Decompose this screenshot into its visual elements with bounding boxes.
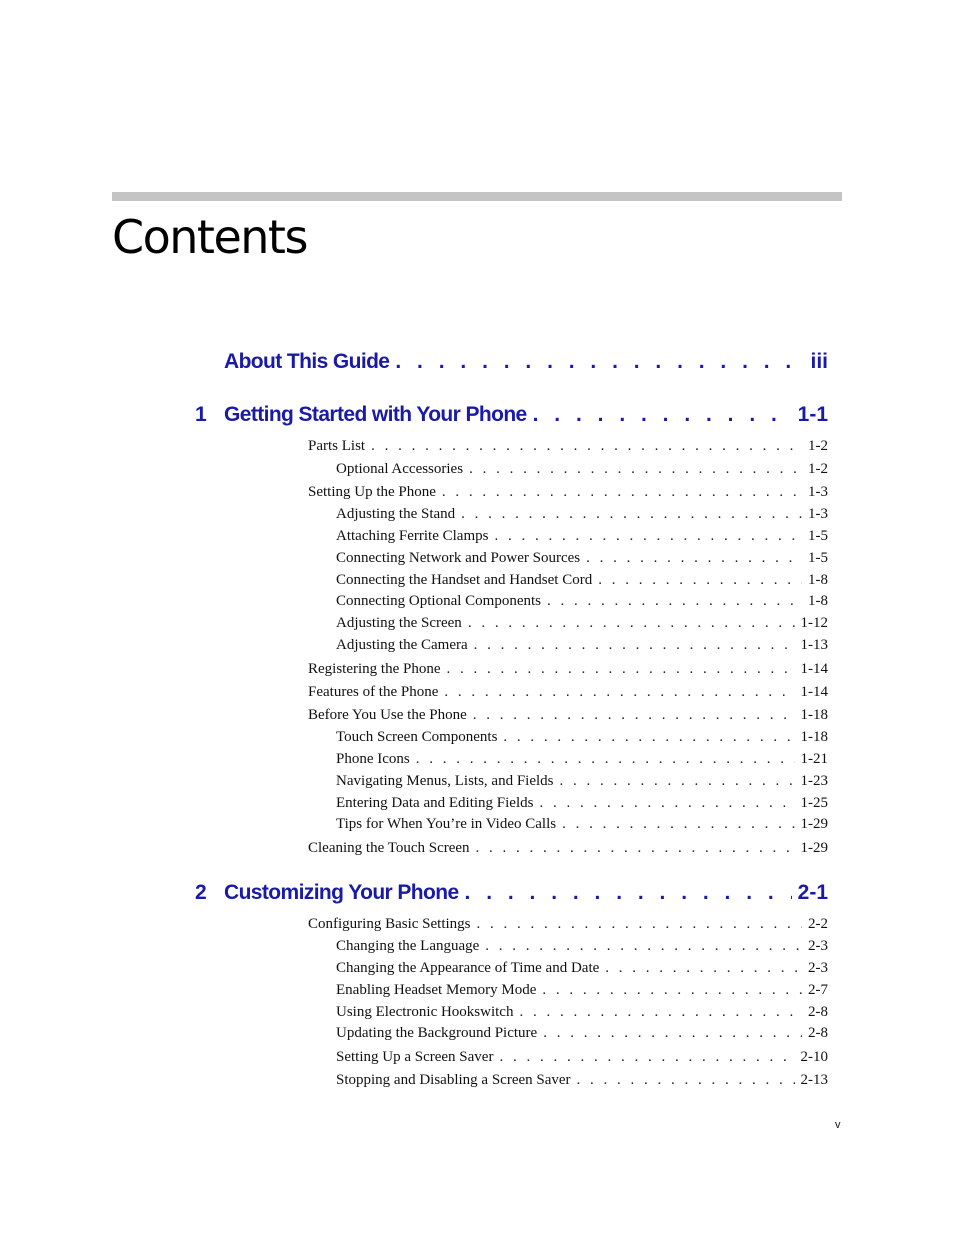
toc-entry[interactable] [336, 615, 828, 632]
toc-entry[interactable] [308, 916, 828, 933]
entry-title: Stopping and Disabling a Screen Saver [336, 1072, 571, 1088]
toc-entry[interactable] [336, 506, 828, 523]
toc-entry[interactable] [308, 707, 828, 724]
page-title: Contents [112, 210, 307, 264]
entry-title: Attaching Ferrite Clamps [336, 528, 489, 544]
toc-entry[interactable] [336, 960, 828, 977]
dot-leader [461, 506, 802, 523]
entry-title: Changing the Appearance of Time and Date [336, 960, 600, 976]
entry-title: Registering the Phone [308, 661, 441, 677]
dot-leader [533, 403, 792, 427]
entry-page: 1-25 [800, 795, 828, 811]
toc-entry[interactable] [308, 661, 828, 678]
entry-page: 1-2 [808, 461, 828, 477]
chapter-page: 1-1 [797, 403, 828, 426]
entry-title: Connecting Network and Power Sources [336, 550, 581, 566]
dot-leader [605, 960, 802, 977]
entry-page: 1-5 [808, 550, 828, 566]
dot-leader [494, 528, 802, 545]
entry-page: 1-14 [800, 684, 828, 700]
entry-page: 1-23 [800, 773, 828, 789]
dot-leader [598, 572, 802, 589]
entry-page: 2-2 [808, 916, 828, 932]
toc-entry[interactable] [336, 938, 828, 955]
toc-entry[interactable] [336, 1072, 828, 1089]
dot-leader [476, 840, 795, 857]
toc-entry[interactable] [336, 528, 828, 545]
entry-title: Enabling Headset Memory Mode [336, 982, 537, 998]
entry-page: 1-29 [800, 840, 828, 856]
chapter-title: About This Guide [224, 350, 390, 373]
toc-entry[interactable] [336, 773, 828, 790]
dot-leader [465, 881, 792, 905]
entry-title: Adjusting the Camera [336, 637, 468, 653]
entry-title: Cleaning the Touch Screen [308, 840, 470, 856]
toc-entry[interactable] [336, 816, 828, 833]
page-number: v [835, 1119, 841, 1131]
dot-leader [560, 773, 795, 790]
entry-title: Before You Use the Phone [308, 707, 467, 723]
entry-title: Entering Data and Editing Fields [336, 795, 534, 811]
entry-title: Features of the Phone [308, 684, 439, 700]
chapter-number: 1 [195, 403, 207, 426]
dot-leader [474, 637, 795, 654]
entry-page: 1-2 [808, 438, 828, 454]
entry-title: Connecting the Handset and Handset Cord [336, 572, 593, 588]
entry-page: 2-8 [808, 1025, 828, 1041]
dot-leader [539, 795, 794, 812]
toc-chapter-heading[interactable] [195, 403, 828, 427]
entry-title: Adjusting the Stand [336, 506, 456, 522]
entry-title: Touch Screen Components [336, 729, 498, 745]
dot-leader [499, 1049, 794, 1066]
toc-entry[interactable] [308, 684, 828, 701]
toc-entry[interactable] [308, 840, 828, 857]
entry-page: 1-3 [808, 506, 828, 522]
dot-leader [473, 707, 795, 724]
chapter-page: 2-1 [797, 881, 828, 904]
entry-title: Connecting Optional Components [336, 593, 541, 609]
entry-page: 1-18 [800, 729, 828, 745]
dot-leader [416, 751, 795, 768]
header-rule [112, 192, 842, 201]
toc-entry[interactable] [336, 550, 828, 567]
toc-chapter-heading[interactable] [195, 350, 828, 374]
dot-leader [469, 461, 802, 478]
entry-page: 1-18 [800, 707, 828, 723]
entry-title: Optional Accessories [336, 461, 464, 477]
entry-page: 1-13 [800, 637, 828, 653]
entry-page: 1-21 [800, 751, 828, 767]
entry-title: Tips for When You’re in Video Calls [336, 816, 557, 832]
toc-entry[interactable] [336, 1004, 828, 1021]
toc-entry[interactable] [336, 1025, 828, 1042]
dot-leader [547, 593, 802, 610]
toc-entry[interactable] [308, 484, 828, 501]
entry-page: 2-7 [808, 982, 828, 998]
entry-page: 1-5 [808, 528, 828, 544]
entry-page: 2-13 [800, 1072, 828, 1088]
dot-leader [543, 1025, 802, 1042]
toc-entry[interactable] [336, 637, 828, 654]
dot-leader [485, 938, 802, 955]
entry-title: Configuring Basic Settings [308, 916, 471, 932]
dot-leader [542, 982, 802, 999]
entry-title: Setting Up a Screen Saver [336, 1049, 494, 1065]
entry-page: 1-3 [808, 484, 828, 500]
dot-leader [395, 350, 804, 374]
toc-entry[interactable] [308, 438, 828, 455]
chapter-title: Customizing Your Phone [224, 881, 459, 904]
toc-entry[interactable] [336, 593, 828, 610]
toc-entry[interactable] [336, 751, 828, 768]
entry-title: Updating the Background Picture [336, 1025, 538, 1041]
toc-entry[interactable] [336, 572, 828, 589]
entry-page: 2-10 [800, 1049, 828, 1065]
toc-entry[interactable] [336, 1049, 828, 1066]
toc-chapter-heading[interactable] [195, 881, 828, 905]
toc-entry[interactable] [336, 795, 828, 812]
dot-leader [503, 729, 794, 746]
entry-page: 1-8 [808, 593, 828, 609]
entry-page: 1-12 [800, 615, 828, 631]
entry-title: Parts List [308, 438, 366, 454]
entry-title: Changing the Language [336, 938, 480, 954]
dot-leader [477, 916, 803, 933]
dot-leader [519, 1004, 802, 1021]
entry-page: 2-3 [808, 938, 828, 954]
dot-leader [371, 438, 802, 455]
chapter-page: iii [810, 350, 828, 373]
entry-page: 1-8 [808, 572, 828, 588]
entry-title: Using Electronic Hookswitch [336, 1004, 514, 1020]
entry-page: 1-14 [800, 661, 828, 677]
dot-leader [442, 484, 802, 501]
dot-leader [562, 816, 794, 833]
chapter-title: Getting Started with Your Phone [224, 403, 527, 426]
chapter-number: 2 [195, 881, 207, 904]
dot-leader [446, 661, 794, 678]
entry-title: Navigating Menus, Lists, and Fields [336, 773, 554, 789]
entry-title: Setting Up the Phone [308, 484, 436, 500]
entry-page: 2-3 [808, 960, 828, 976]
dot-leader [444, 684, 794, 701]
toc-entry[interactable] [336, 461, 828, 478]
toc-entry[interactable] [336, 982, 828, 999]
dot-leader [468, 615, 795, 632]
entry-page: 1-29 [800, 816, 828, 832]
entry-page: 2-8 [808, 1004, 828, 1020]
dot-leader [586, 550, 802, 567]
dot-leader [577, 1072, 795, 1089]
entry-title: Adjusting the Screen [336, 615, 462, 631]
entry-title: Phone Icons [336, 751, 410, 767]
toc-entry[interactable] [336, 729, 828, 746]
